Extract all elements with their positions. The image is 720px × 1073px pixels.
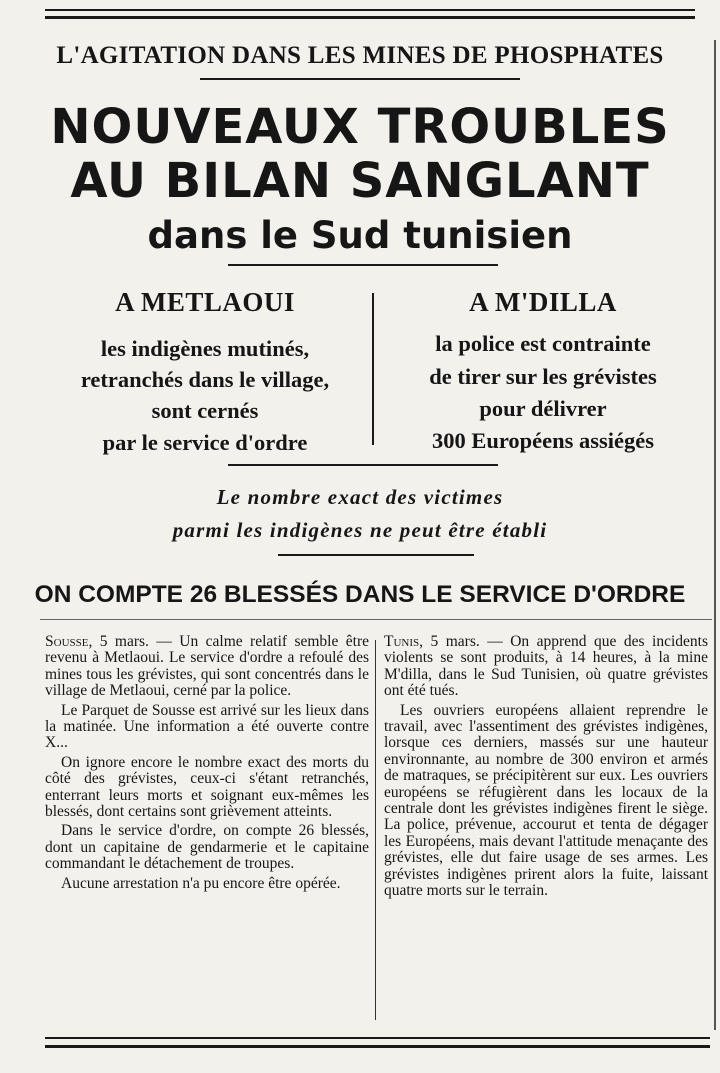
right-body-column [384,634,708,903]
left-deck-line: retranchés dans le village, [80,367,330,392]
main-subheadline: dans le Sud tunisien [147,214,573,257]
left-deck-title: A METLAOUI [115,287,295,317]
left-deck-line: sont cernés [151,398,259,423]
dateline: Sousse [45,633,89,650]
body-paragraph: Dans le service d'ordre, on compte 26 blessés, dont un capitaine de gendarmerie et le capitaine commandant le détachement de troupes. [45,822,369,873]
italic-deck-line1: Le nombre exact des victimes [216,485,504,509]
main-headline-line2: AU BILAN SANGLANT [70,153,650,209]
right-deck-line: la police est contrainte [435,331,651,356]
top-double-rule-lower [45,16,695,19]
bar-headline: ON COMPTE 26 BLESSÉS DANS LE SERVICE D'ORDRE [34,581,686,608]
dateline-date: 5 mars. [430,633,480,650]
main-headline-line1: NOUVEAUX TROUBLES [50,99,670,155]
right-deck-line: pour délivrer [479,396,607,421]
column-divider [375,640,376,1020]
right-deck-line: de tirer sur les grévistes [429,364,657,389]
body-paragraph: Tunis, 5 mars. — On apprend que des incidents violents se sont produits, à 14 heures, à la mine M'dilla, dans le Sud Tunisien, où quatre grévistes ont été tués. [384,633,709,700]
bottom-double-rule-upper [45,1037,710,1039]
left-deck-line: les indigènes mutinés, [100,336,310,361]
kicker-underline [200,78,520,80]
body-paragraph: Les ouvriers européens allaient reprendre le travail, avec l'assentiment des grévistes indigènes, lorsque ces derniers, massés sur une hauteur environnante, au nombre de 300 environ et armés de matraques, se précipitèrent sur eux. Les ouvriers européens se réfugièrent dans les locaux de la centrale dont les grévistes indigènes firent le siège. La police, prévenue, accourut et tenta de dégager les Européens, mais devant l'attitude menaçante des grévistes, elle dut faire usage de ses armes. Les grévistes indigènes prirent alors la fuite, laissant quatre morts sur le terrain. [384,701,708,900]
body-paragraph: Aucune arrestation n'a pu encore être opérée. [61,874,341,892]
dateline: Tunis [384,633,420,650]
dateline-date: 5 mars. [99,633,149,650]
right-deck-line: 300 Européens assiégés [431,428,655,453]
left-deck-line: par le service d'ordre [102,430,308,455]
right-deck-title: A M'DILLA [469,287,617,317]
bottom-double-rule-lower [45,1045,710,1048]
left-body-column [45,634,369,895]
italic-deck-line2: parmi les indigènes ne peut être établi [172,518,548,542]
deck-underline [228,464,498,466]
deck-divider [372,293,374,445]
subheadline-underline [228,264,498,266]
body-paragraph: Sousse, 5 mars. — Un calme relatif semble être revenu à Metlaoui. Le service d'ordre a refoulé des mines tous les grévistes, qui sont concentrés dans le village de Metlaoui, cerné par la police. [45,633,369,700]
bar-headline-underline [40,619,712,620]
top-double-rule-upper [45,9,695,11]
italic-deck-underline [278,554,474,556]
kicker-headline: L'AGITATION DANS LES MINES DE PHOSPHATES [56,42,664,69]
body-paragraph: On ignore encore le nombre exact des morts du côté des grévistes, ceux-ci s'étant retranchés, enterrant leurs morts et soignant eux-mêmes les blessés, dont certains sont grièvement atteints. [45,753,369,821]
body-paragraph: Le Parquet de Sousse est arrivé sur les lieux dans la matinée. Une information a été ouverte contre X... [45,701,369,752]
